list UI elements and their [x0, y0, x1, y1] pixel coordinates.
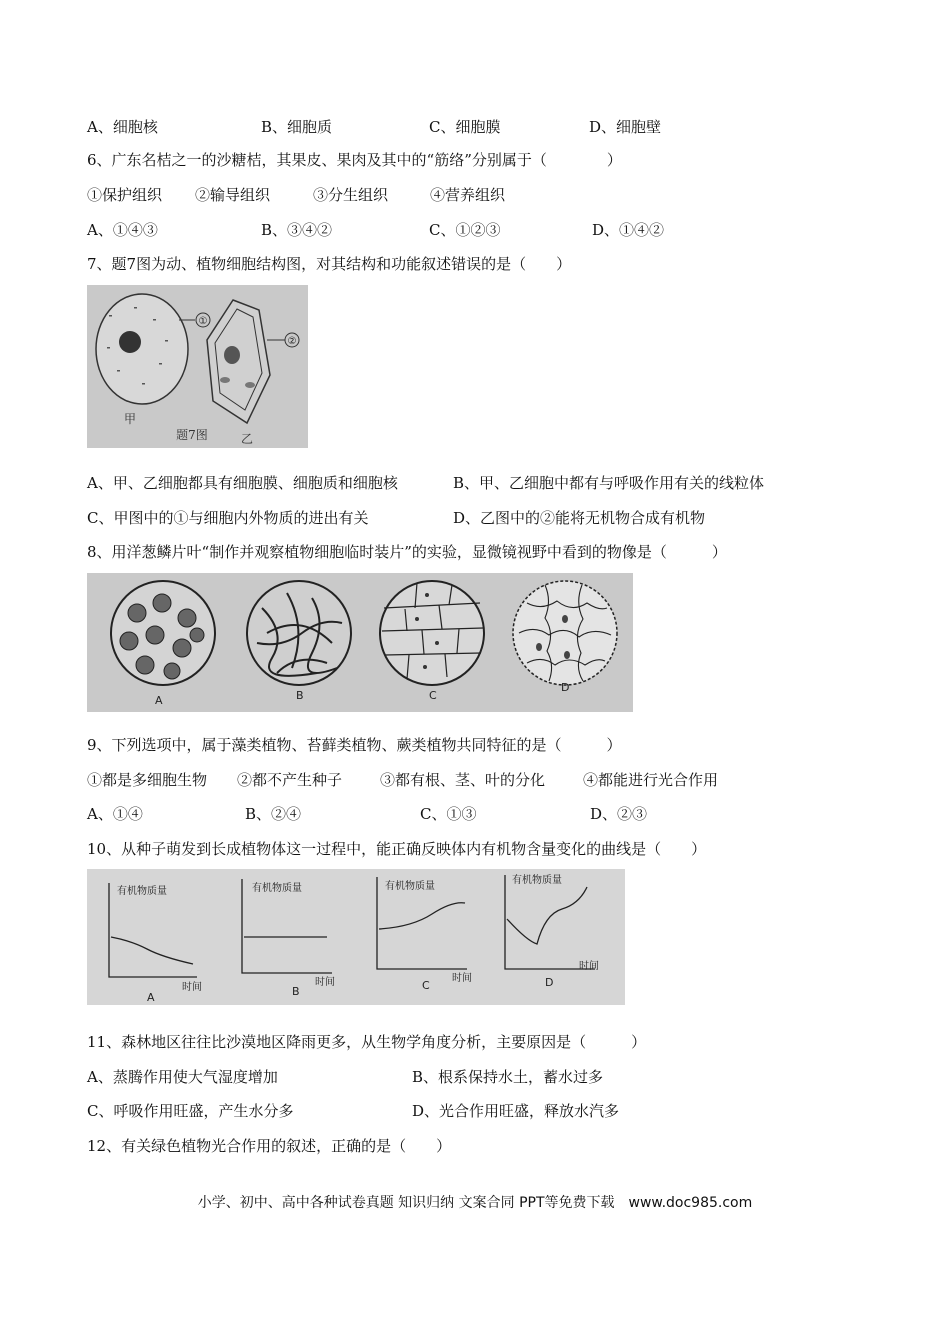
q6-option-a: A、①④③	[87, 221, 158, 239]
q8-label-a: A	[155, 694, 163, 707]
q6-item-4: ④营养组织	[430, 186, 506, 204]
q10-xlabel-b: 时间	[315, 977, 335, 988]
q11-option-d: D、光合作用旺盛，释放水汽多	[412, 1102, 620, 1120]
q8-stem: 8、用洋葱鳞片叶“制作并观察植物细胞临时装片”的实验，显微镜视野中看到的物像是（ ）	[87, 543, 727, 561]
q11-stem: 11、森林地区往往比沙漠地区降雨更多，从生物学角度分析，主要原因是（ ）	[87, 1033, 647, 1051]
q11-option-a: A、蒸腾作用使大气湿度增加	[87, 1068, 278, 1086]
q6-item-1: ①保护组织	[87, 186, 163, 204]
q9-item-4: ④都能进行光合作用	[583, 771, 719, 789]
q10-ylabel-d: 有机物质量	[512, 875, 562, 886]
q10-stem: 10、从种子萌发到长成植物体这一过程中，能正确反映体内有机物含量变化的曲线是（ ）	[87, 840, 707, 858]
q9-option-c: C、①③	[420, 805, 477, 823]
q7-option-a: A、甲、乙细胞都具有细胞膜、细胞质和细胞核	[87, 474, 398, 492]
q10-xlabel-a: 时间	[182, 982, 202, 993]
q10-ylabel-a: 有机物质量	[117, 886, 167, 897]
q8-label-b: B	[296, 689, 304, 702]
q6-option-d: D、①④②	[592, 221, 665, 239]
q9-item-3: ③都有根、茎、叶的分化	[380, 771, 546, 789]
q6-option-b: B、③④②	[261, 221, 333, 239]
q10-xlabel-d: 时间	[579, 961, 599, 972]
q5-option-b: B、细胞质	[261, 118, 333, 136]
q7-stem: 7、题7图为动、植物细胞结构图，对其结构和功能叙述错误的是（ ）	[87, 255, 572, 273]
q10-curves-figure	[87, 869, 625, 1005]
q7-option-d: D、乙图中的②能将无机物合成有机物	[453, 509, 706, 527]
q7-cell-figure	[87, 285, 308, 448]
q9-option-b: B、②④	[245, 805, 302, 823]
q9-stem: 9、下列选项中，属于藻类植物、苔藓类植物、蕨类植物共同特征的是（ ）	[87, 736, 622, 754]
q5-option-c: C、细胞膜	[429, 118, 501, 136]
q7-option-b: B、甲、乙细胞中都有与呼吸作用有关的线粒体	[453, 474, 765, 492]
q10-ylabel-c: 有机物质量	[385, 881, 435, 892]
q5-option-d: D、细胞壁	[589, 118, 662, 136]
q10-panel-b: B	[292, 985, 300, 998]
q7-option-c: C、甲图中的①与细胞内外物质的进出有关	[87, 509, 369, 527]
q5-option-a: A、细胞核	[87, 118, 158, 136]
q7-label-right: 乙	[240, 432, 254, 446]
q11-option-b: B、根系保持水土，蓄水过多	[412, 1068, 604, 1086]
q9-option-d: D、②③	[590, 805, 648, 823]
q6-option-c: C、①②③	[429, 221, 501, 239]
q10-panel-d: D	[545, 976, 554, 989]
q7-marker-2: ②	[287, 336, 297, 347]
q12-stem: 12、有关绿色植物光合作用的叙述，正确的是（ ）	[87, 1137, 452, 1155]
q10-ylabel-b: 有机物质量	[252, 883, 302, 894]
q6-item-2: ②输导组织	[195, 186, 271, 204]
q10-xlabel-c: 时间	[452, 973, 472, 984]
q8-microscope-figure	[87, 573, 633, 712]
q7-label-left: 甲	[123, 412, 137, 426]
q10-panel-a: A	[147, 991, 155, 1004]
q7-marker-1: ①	[198, 316, 208, 327]
q10-panel-c: C	[422, 979, 430, 992]
q9-item-2: ②都不产生种子	[237, 771, 343, 789]
q6-stem: 6、广东名桔之一的沙糖桔，其果皮、果肉及其中的“筋络”分别属于（ ）	[87, 151, 622, 169]
q8-label-d: D	[561, 681, 570, 694]
q9-item-1: ①都是多细胞生物	[87, 771, 208, 789]
page-footer: 小学、初中、高中各种试卷真题 知识归纳 文案合同 PPT等免费下载 www.doc985.com	[197, 1195, 753, 1211]
q11-option-c: C、呼吸作用旺盛，产生水分多	[87, 1102, 294, 1120]
q7-caption: 题7图	[176, 428, 208, 442]
q8-label-c: C	[429, 689, 437, 702]
q9-option-a: A、①④	[87, 805, 143, 823]
q6-item-3: ③分生组织	[313, 186, 389, 204]
